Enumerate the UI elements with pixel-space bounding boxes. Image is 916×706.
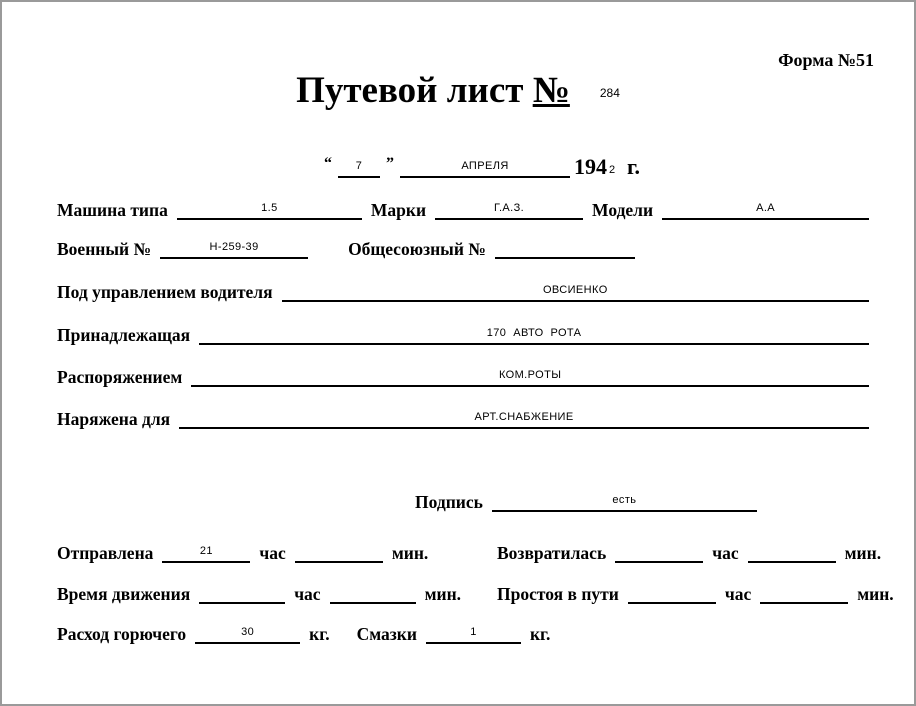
date-day-blank	[338, 154, 380, 178]
fuel-blank	[195, 620, 300, 644]
fuel-label: Расход горючего	[57, 623, 187, 644]
idle-hour-unit: час	[724, 583, 752, 604]
date-month-blank	[400, 154, 570, 178]
departed-min-unit: мин.	[391, 542, 429, 563]
assigned-label: Наряжена для	[57, 408, 171, 429]
assigned-row	[57, 403, 869, 429]
returned-min-blank	[748, 539, 836, 563]
idle-row	[497, 578, 894, 604]
signature-value: есть	[612, 494, 637, 506]
open-quote: “	[324, 155, 332, 172]
date-month-value: АПРЕЛЯ	[461, 160, 509, 172]
form-number: Форма №51	[778, 50, 874, 70]
departed-label: Отправлена	[57, 542, 154, 563]
idle-hour-blank	[628, 580, 716, 604]
fuel-value: 30	[241, 626, 255, 638]
fuel-unit: кг.	[309, 623, 330, 644]
date-row	[318, 150, 640, 178]
fuel-row	[57, 618, 559, 644]
order-label: Распоряжением	[57, 366, 183, 387]
grease-value: 1	[470, 626, 477, 638]
driver-row	[57, 276, 869, 302]
moving-hour-blank	[199, 580, 285, 604]
belongs-blank	[199, 321, 869, 345]
numbers-row	[57, 233, 869, 259]
driver-label: Под управлением водителя	[57, 281, 273, 302]
returned-min-unit: мин.	[844, 542, 882, 563]
departed-row	[57, 537, 477, 563]
moving-hour-unit: час	[294, 583, 321, 604]
brand-label: Марки	[370, 199, 427, 220]
moving-min-blank	[330, 580, 416, 604]
departed-min-blank	[295, 539, 383, 563]
idle-label: Простоя в пути	[497, 583, 619, 604]
belongs-row	[57, 319, 869, 345]
departed-hour-unit: час	[259, 542, 286, 563]
military-number-value: Н-259-39	[209, 241, 259, 253]
returned-label: Возвратилась	[497, 542, 607, 563]
military-number-label: Военный №	[57, 238, 152, 259]
signature-label: Подпись	[415, 491, 483, 512]
model-blank	[662, 196, 869, 220]
page-title-text: Путевой лист	[296, 70, 533, 111]
waybill-number-value: 284	[599, 86, 620, 100]
numero-sign: №	[532, 70, 570, 111]
model-label: Модели	[592, 199, 654, 220]
page-title	[296, 72, 570, 109]
date-day-value: 7	[355, 160, 363, 172]
driver-blank	[282, 278, 869, 302]
union-number-blank	[495, 235, 635, 259]
returned-row	[497, 537, 882, 563]
departed-hour-blank	[162, 539, 250, 563]
order-blank	[191, 363, 869, 387]
returned-hour-blank	[615, 539, 703, 563]
order-value: КОМ.РОТЫ	[498, 369, 562, 381]
driver-value: ОВСИЕНКО	[542, 284, 608, 296]
moving-time-row	[57, 578, 477, 604]
order-row	[57, 361, 869, 387]
signature-blank	[492, 488, 757, 512]
assigned-value: АРТ.СНАБЖЕНИЕ	[474, 411, 574, 423]
machine-type-blank	[177, 196, 362, 220]
idle-min-blank	[760, 580, 848, 604]
moving-min-unit: мин.	[424, 583, 462, 604]
brand-value: Г.А.З.	[493, 202, 525, 214]
moving-time-label: Время движения	[57, 583, 191, 604]
grease-blank	[426, 620, 521, 644]
title-row	[2, 72, 914, 109]
departed-hour-value: 21	[199, 545, 213, 557]
year-digit-value: 2	[609, 164, 616, 176]
year-prefix: 194	[574, 154, 607, 179]
union-number-label: Общесоюзный №	[348, 238, 486, 259]
machine-type-value: 1.5	[261, 202, 278, 214]
returned-hour-unit: час	[712, 542, 739, 563]
belongs-value: 170 АВТО РОТА	[486, 327, 582, 339]
machine-type-label: Машина типа	[57, 199, 168, 220]
belongs-label: Принадлежащая	[57, 324, 191, 345]
brand-blank	[435, 196, 583, 220]
military-number-blank	[160, 235, 308, 259]
grease-unit: кг.	[529, 623, 551, 644]
signature-row	[415, 486, 757, 512]
model-value: А.А	[756, 202, 776, 214]
assigned-blank	[179, 405, 869, 429]
machine-row	[57, 194, 869, 220]
grease-label: Смазки	[356, 623, 417, 644]
close-quote: ”	[386, 155, 394, 172]
idle-min-unit: мин.	[857, 583, 894, 604]
year-suffix: г.	[621, 154, 641, 179]
